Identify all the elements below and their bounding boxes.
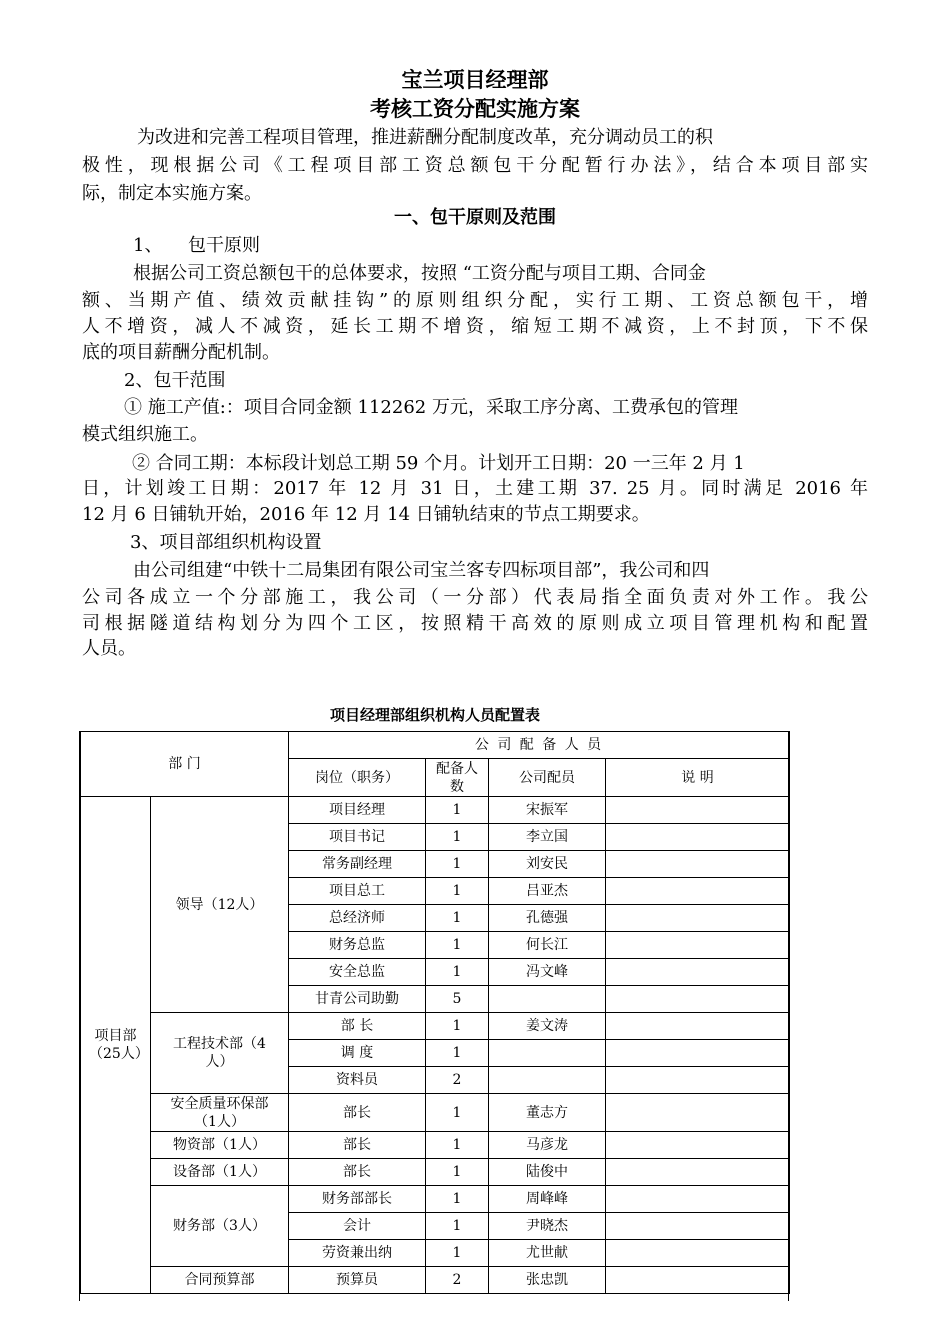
doc-title-line1: 宝兰项目经理部 (401, 67, 549, 92)
group-dept-cell: 合同预算部 (151, 1267, 289, 1294)
count-cell: 1 (426, 878, 489, 905)
table-left-border (79, 731, 80, 1301)
staff-config-table (80, 731, 790, 1294)
post-cell: 甘青公司助勤 (289, 986, 426, 1013)
post-cell: 部 长 (289, 1013, 426, 1040)
note-cell (606, 932, 790, 959)
count-cell: 1 (426, 1213, 489, 1240)
item1-body-line-3: 人不增资，减人不减资，延长工期不增资，缩短工期不减资，上不封顶，下不保 (82, 316, 868, 337)
item2b-line-3: 12 月 6 日铺轨开始，2016 年 12 月 14 日铺轨结束的节点工期要求。 (82, 504, 650, 525)
note-cell (606, 1094, 790, 1132)
group-dept-cell: 物资部（1人） (151, 1132, 289, 1159)
post-cell: 项目书记 (289, 824, 426, 851)
staff-cell: 尹晓杰 (489, 1213, 606, 1240)
table-row (81, 797, 790, 824)
table-row (81, 1267, 790, 1294)
header-group: 公 司 配 备 人 员 (289, 732, 790, 759)
item2a-line-2: 模式组织施工。 (82, 424, 208, 445)
post-cell: 部长 (289, 1159, 426, 1186)
table-body (81, 797, 790, 1294)
group-dept-cell: 工程技术部（4人） (151, 1013, 289, 1094)
item2b-line-1: ② 合同工期：本标段计划总工期 59 个月。计划开工日期：20 一三年 2 月 1 (132, 453, 745, 474)
table-caption: 项目经理部组织机构人员配置表 (329, 706, 540, 724)
staff-cell: 董志方 (489, 1094, 606, 1132)
count-cell: 1 (426, 797, 489, 824)
group-dept-cell: 财务部（3人） (151, 1186, 289, 1267)
note-cell (606, 851, 790, 878)
post-cell: 项目经理 (289, 797, 426, 824)
staff-cell: 刘安民 (489, 851, 606, 878)
count-cell: 2 (426, 1267, 489, 1294)
staff-cell: 陆俊中 (489, 1159, 606, 1186)
intro-line-2: 极性，现根据公司《工程项目部工资总额包干分配暂行办法》，结合本项目部实 (82, 155, 868, 176)
count-cell: 1 (426, 1186, 489, 1213)
note-cell (606, 1159, 790, 1186)
intro-line-1: 为改进和完善工程项目管理，推进薪酬分配制度改革，充分调动员工的积 (137, 127, 713, 148)
item2a-line-1: ① 施工产值:：项目合同金额 112262 万元，采取工序分离、工费承包的管理 (124, 397, 738, 418)
item1-body-line-4: 底的项目薪酬分配机制。 (82, 342, 280, 363)
item3-body-line-3: 司根据隧道结构划分为四个工区，按照精干高效的原则成立项目管理机构和配置 (82, 613, 868, 634)
note-cell (606, 1240, 790, 1267)
item3-body-line-2: 公司各成立一个分部施工，我公司（一分部）代表局指全面负责对外工作。我公 (82, 587, 868, 608)
item2b-line-2: 日，计划竣工日期：2017 年 12 月 31 日，土建工期 37. 25 月。同时满足 2016 年 (82, 478, 868, 499)
doc-title-line2: 考核工资分配实施方案 (370, 96, 580, 121)
post-cell: 部长 (289, 1094, 426, 1132)
staff-cell: 宋振军 (489, 797, 606, 824)
staff-cell: 吕亚杰 (489, 878, 606, 905)
count-cell: 1 (426, 1159, 489, 1186)
staff-cell (489, 1040, 606, 1067)
group-dept-cell: 设备部（1人） (151, 1159, 289, 1186)
post-cell: 财务总监 (289, 932, 426, 959)
count-cell: 1 (426, 1094, 489, 1132)
header-post: 岗位（职务） (289, 759, 426, 797)
staff-cell (489, 1067, 606, 1094)
post-cell: 安全总监 (289, 959, 426, 986)
item1-body-line-1: 根据公司工资总额包干的总体要求，按照 “工资分配与项目工期、合同金 (133, 263, 706, 284)
count-cell: 1 (426, 824, 489, 851)
post-cell: 常务副经理 (289, 851, 426, 878)
header-note: 说 明 (606, 759, 790, 797)
post-cell: 资料员 (289, 1067, 426, 1094)
note-cell (606, 1013, 790, 1040)
count-cell: 5 (426, 986, 489, 1013)
post-cell: 财务部部长 (289, 1186, 426, 1213)
table-row (81, 1186, 790, 1213)
note-cell (606, 1067, 790, 1094)
table-header-row-1 (81, 732, 790, 759)
top-dept-cell: 项目部（25人） (81, 797, 151, 1294)
intro-line-3: 际，制定本实施方案。 (82, 183, 262, 204)
item2-heading: 2、包干范围 (124, 370, 226, 391)
note-cell (606, 1186, 790, 1213)
post-cell: 预算员 (289, 1267, 426, 1294)
note-cell (606, 1213, 790, 1240)
item3-body-line-1: 由公司组建“中铁十二局集团有限公司宝兰客专四标项目部”，我公司和四 (133, 560, 710, 581)
group-dept-cell: 领导（12人） (151, 797, 289, 1013)
count-cell: 1 (426, 1013, 489, 1040)
header-count: 配备人数 (426, 759, 489, 797)
staff-cell: 李立国 (489, 824, 606, 851)
post-cell: 调 度 (289, 1040, 426, 1067)
note-cell (606, 878, 790, 905)
post-cell: 会计 (289, 1213, 426, 1240)
staff-cell: 冯文峰 (489, 959, 606, 986)
count-cell: 1 (426, 905, 489, 932)
note-cell (606, 1267, 790, 1294)
note-cell (606, 797, 790, 824)
post-cell: 劳资兼出纳 (289, 1240, 426, 1267)
note-cell (606, 986, 790, 1013)
table-right-border (788, 731, 789, 1301)
staff-cell (489, 986, 606, 1013)
staff-cell: 姜文涛 (489, 1013, 606, 1040)
item3-body-line-4: 人员。 (82, 638, 136, 659)
item1-title: 包干原则 (188, 235, 260, 256)
post-cell: 部长 (289, 1132, 426, 1159)
post-cell: 项目总工 (289, 878, 426, 905)
table-row (81, 1132, 790, 1159)
note-cell (606, 1132, 790, 1159)
staff-cell: 周峰峰 (489, 1186, 606, 1213)
staff-cell: 马彦龙 (489, 1132, 606, 1159)
table-row (81, 1013, 790, 1040)
header-staff: 公司配员 (489, 759, 606, 797)
count-cell: 1 (426, 959, 489, 986)
count-cell: 1 (426, 1040, 489, 1067)
count-cell: 1 (426, 1240, 489, 1267)
count-cell: 1 (426, 1132, 489, 1159)
section-heading-1: 一、包干原则及范围 (394, 207, 556, 228)
count-cell: 1 (426, 851, 489, 878)
staff-cell: 孔德强 (489, 905, 606, 932)
post-cell: 总经济师 (289, 905, 426, 932)
count-cell: 1 (426, 932, 489, 959)
item1-number: 1、 (133, 235, 163, 256)
note-cell (606, 824, 790, 851)
staff-cell: 张忠凯 (489, 1267, 606, 1294)
item1-body-line-2: 额、当期产值、绩效贡献挂钩”的原则组织分配，实行工期、工资总额包干，增 (82, 290, 868, 311)
item3-heading: 3、项目部组织机构设置 (130, 532, 322, 553)
group-dept-cell: 安全质量环保部（1人） (151, 1094, 289, 1132)
staff-cell: 何长江 (489, 932, 606, 959)
note-cell (606, 905, 790, 932)
table-row (81, 1159, 790, 1186)
staff-cell: 尤世献 (489, 1240, 606, 1267)
header-dept: 部 门 (81, 732, 289, 797)
note-cell (606, 1040, 790, 1067)
note-cell (606, 959, 790, 986)
count-cell: 2 (426, 1067, 489, 1094)
table-row (81, 1094, 790, 1132)
